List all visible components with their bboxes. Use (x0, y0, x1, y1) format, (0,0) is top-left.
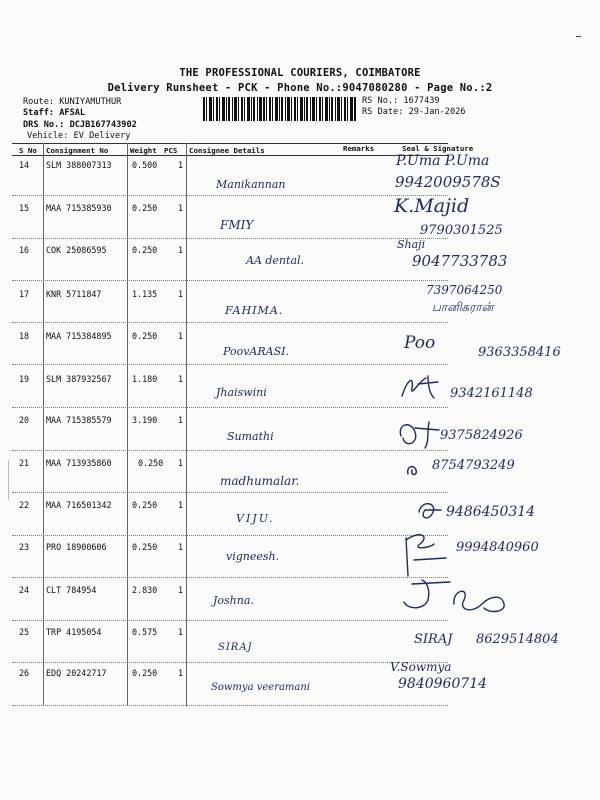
row-sno: 14 (19, 160, 30, 170)
row-weight: 1.180 (132, 374, 158, 384)
row-sno: 20 (19, 415, 30, 425)
row-separator (12, 238, 448, 239)
col-pcs: PCS (164, 146, 178, 155)
signature-scribble (395, 418, 441, 450)
header-bottom-rule (12, 155, 448, 156)
row-consignment-no: MAA 713935860 (46, 458, 112, 468)
row-consignee: FAHIMA. (225, 304, 284, 317)
scan-mark (576, 36, 581, 37)
row-consignment-no: PRO 18900606 (46, 542, 107, 552)
row-consignee: vigneesh. (226, 550, 280, 563)
row-consignee: VIJU. (236, 512, 275, 525)
staff-label: Staff: AFSAL (23, 108, 86, 118)
row-weight: 0.250 (132, 245, 158, 255)
col-sno: S No (19, 146, 37, 155)
row-weight: 2.830 (132, 585, 158, 595)
col-remarks: Remarks (343, 144, 375, 153)
row-weight: 0.250 (138, 458, 164, 468)
signature-scribble (398, 372, 444, 402)
row-consignment-no: EDQ 20242717 (46, 668, 107, 678)
row-phone: 9790301525 (420, 223, 503, 238)
row-consignee: SIRAJ (218, 642, 253, 653)
col-consignment: Consignment No (46, 146, 109, 155)
row-pcs: 1 (178, 627, 184, 637)
row-weight: 0.250 (132, 668, 158, 678)
row-weight: 1.135 (132, 289, 158, 299)
row-signature: P.Uma P.Uma (396, 153, 490, 169)
row-consignment-no: SLM 388007313 (46, 160, 112, 170)
row-pcs: 1 (178, 289, 184, 299)
row-consignment-no: MAA 715385579 (46, 415, 112, 425)
row-separator (12, 577, 448, 578)
row-consignment-no: MAA 716501342 (46, 500, 112, 510)
row-weight: 0.250 (132, 331, 158, 341)
row-sno: 16 (19, 245, 30, 255)
row-phone: 9994840960 (456, 540, 539, 555)
row-pcs: 1 (178, 585, 184, 595)
row-pcs: 1 (178, 542, 184, 552)
drs-label: DRS No.: DCJB167743902 (23, 120, 137, 130)
row-consignment-no: MAA 715384895 (46, 331, 112, 341)
row-signature: V.Sowmya (390, 660, 452, 674)
row-separator (12, 364, 448, 365)
col-weight: Weight (130, 146, 157, 155)
row-phone: 9840960714 (398, 676, 488, 692)
row-separator (12, 535, 448, 536)
runsheet-title: THE PROFESSIONAL COURIERS, COIMBATORE (179, 67, 421, 79)
rs-date: RS Date: 29-Jan-2026 (362, 107, 466, 117)
row-signature: Shaji (397, 238, 426, 251)
row-consignee: PoovARASI. (223, 345, 289, 358)
row-weight: 0.250 (132, 500, 158, 510)
row-consignment-no: MAA 715385930 (46, 203, 112, 213)
col-divider (127, 143, 128, 706)
row-consignment-no: SLM 387932567 (46, 374, 112, 384)
row-phone: 9942009578S (395, 173, 501, 191)
row-sno: 18 (19, 331, 30, 341)
rs-number: RS No.: 1677439 (362, 96, 440, 106)
route-label: Route: KUNIYAMUTHUR (23, 97, 122, 107)
row-phone: 9375824926 (440, 428, 523, 443)
row-consignee: Sumathi (227, 430, 274, 443)
signature-scribble (398, 574, 508, 618)
row-sno: 26 (19, 668, 30, 678)
row-pcs: 1 (178, 203, 184, 213)
row-phone: 7397064250 (426, 283, 503, 297)
row-pcs: 1 (178, 500, 184, 510)
row-consignment-no: COK 25086595 (46, 245, 107, 255)
row-separator (12, 492, 448, 493)
row-signature: SIRAJ (414, 632, 453, 647)
row-separator (12, 620, 448, 621)
row-weight: 0.500 (132, 160, 158, 170)
row-consignee: AA dental. (246, 254, 305, 267)
col-consignee: Consignee Details (189, 146, 265, 155)
row-weight: 3.190 (132, 415, 158, 425)
row-sno: 23 (19, 542, 30, 552)
col-divider (186, 143, 187, 706)
scan-mark (8, 460, 9, 500)
row-phone: 9342161148 (450, 386, 533, 401)
row-phone: 9486450314 (446, 504, 536, 520)
row-pcs: 1 (178, 668, 184, 678)
row-consignee: madhumalar. (220, 474, 300, 488)
row-consignee: Manikannan (216, 178, 286, 191)
row-phone: 8629514804 (476, 632, 559, 647)
row-consignment-no: TRP 4195054 (46, 627, 102, 637)
row-sno: 24 (19, 585, 30, 595)
row-separator (12, 407, 448, 408)
row-separator (12, 195, 448, 196)
row-consignment-no: KNR 5711847 (46, 289, 102, 299)
row-pcs: 1 (178, 331, 184, 341)
header-top-rule (12, 143, 448, 144)
row-consignment-no: CLT 784954 (46, 585, 97, 595)
row-sno: 19 (19, 374, 30, 384)
row-signature: K.Majid (394, 195, 470, 217)
row-consignee: FMIY (220, 218, 254, 232)
row-sno: 25 (19, 627, 30, 637)
row-consignee: Sowmya veeramani (211, 682, 311, 693)
signature-scribble (404, 462, 424, 478)
row-pcs: 1 (178, 160, 184, 170)
row-phone: 9047733783 (412, 252, 508, 270)
row-separator (12, 705, 448, 706)
row-separator (12, 450, 448, 451)
row-pcs: 1 (178, 415, 184, 425)
barcode (203, 97, 357, 121)
row-separator (12, 280, 448, 281)
row-signature: Poo (404, 333, 436, 353)
col-seal-signature: Seal & Signature (402, 144, 474, 153)
row-separator (12, 662, 448, 663)
row-weight: 0.250 (132, 542, 158, 552)
row-weight: 0.575 (132, 627, 158, 637)
signature-scribble (415, 498, 445, 524)
row-phone: 9363358416 (478, 345, 561, 360)
runsheet-subtitle: Delivery Runsheet - PCK - Phone No.:9047080280 - Page No.:2 (107, 82, 493, 94)
row-consignee: Jhaiswini (216, 386, 267, 399)
col-divider (43, 143, 44, 706)
row-separator (12, 322, 448, 323)
row-pcs: 1 (178, 245, 184, 255)
row-consignee: Joshna. (213, 594, 254, 607)
row-sno: 17 (19, 289, 30, 299)
vehicle-label: Vehicle: EV Delivery (27, 131, 131, 141)
row-pcs: 1 (178, 374, 184, 384)
row-phone: 8754793249 (432, 458, 515, 473)
row-sno: 21 (19, 458, 30, 468)
row-pcs: 1 (178, 458, 184, 468)
row-signature: பானிகரான் (432, 300, 494, 314)
row-sno: 22 (19, 500, 30, 510)
row-sno: 15 (19, 203, 30, 213)
row-weight: 0.250 (132, 203, 158, 213)
